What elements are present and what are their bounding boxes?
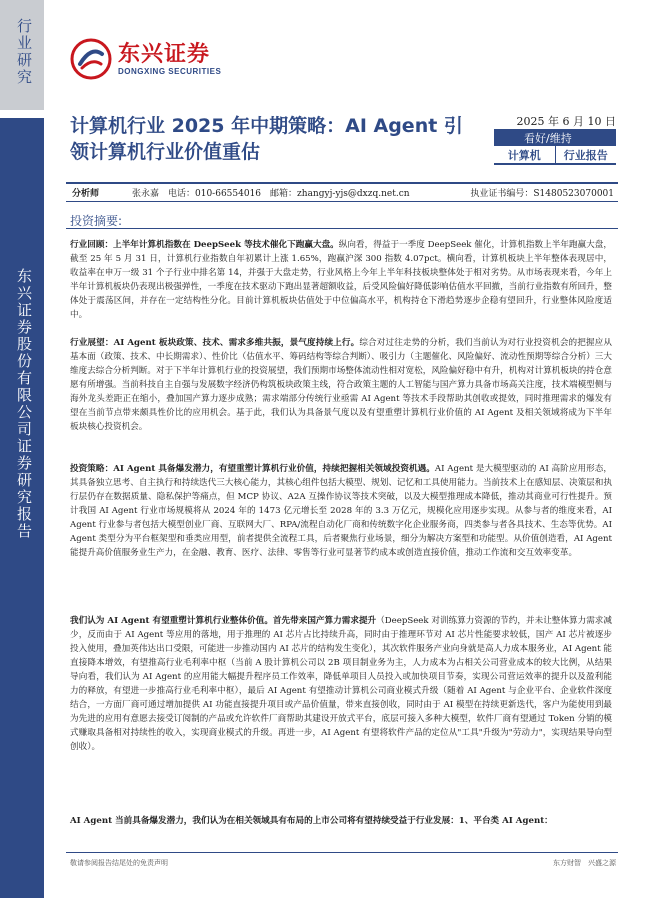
sidebar-top bbox=[0, 0, 44, 110]
summary-heading: 投资摘要: bbox=[70, 214, 123, 228]
company-logo bbox=[70, 38, 221, 80]
tag-industry: 计算机 bbox=[494, 146, 556, 163]
review-lead: 行业回顾：上半年计算机指数在 DeepSeek 等技术催化下跑赢大盘。 bbox=[70, 240, 339, 250]
beneficiaries-text: AI Agent 当前具备爆发潜力，我们认为在相关领域具有布局的上市公司将有望持续受益于行业发展：1、平台类 AI Agent： bbox=[70, 816, 553, 826]
tag-type: 行业报告 bbox=[563, 148, 608, 162]
logo-cn-text: 东兴证券 bbox=[118, 41, 211, 67]
sidebar-main bbox=[0, 118, 44, 898]
strategy-body: AI Agent 是大模型驱动的 AI 高阶应用形态，其具备独立思考、自主执行和持续迭代三大核心能力，其核心组件包括大模型、规划、记忆和工具使用能力。当前技术上在感知层、决策层和执行层仍存在数据质量、隐私保护等痛点，但 MCP 协议、A2A 互操作协议等技术突破，以及大模型推理成本降低，推动其商业可行性提升。预计我国 AI Agent 行业市场规模将从 2024 年的 1473 亿元增长至 2028 年的 3.3 万亿元，规模化应用逐步实现。从参与者的维度来看，AI Agent 行业参与者包括大模型创业厂商、互联网大厂、RPA/流程自动化厂商和传统数字化企业服务商，四类参与者各具技术、生态等优势。AI Agent 类型分为平台框架型和垂类应用型，前者提供全流程工具，后者聚焦行业场景，细分为解决方案型和功能型。从价值创造看，AI Agent 能提升高价值服务业生产力，在金融、教育、医疗、法律、零售等行业可显著节约成本或创造直接价值，推动工作流和交互效率变革。 bbox=[70, 464, 612, 558]
analyst-info: 张永嘉 电话：010-66554016 邮箱：zhangyj-yjs@dxzq.net.cn bbox=[132, 189, 410, 199]
rating-label: 看好/维持 bbox=[524, 131, 572, 145]
sidebar-top-label: 行业研究 bbox=[15, 18, 33, 86]
logo-en-text: DONGXING SECURITIES bbox=[118, 66, 222, 76]
report-tags bbox=[494, 146, 616, 165]
summary-divider bbox=[66, 228, 618, 229]
analyst-cert: 执业证书编号：S1480523070001 bbox=[470, 189, 614, 199]
paragraph-review bbox=[70, 238, 612, 322]
value-body: （DeepSeek 对训练算力资源的节约，并未让整体算力需求减少，反而由于 AI Agent 等应用的落地，用于推理的 AI 芯片占比持续升高，同时由于推理环节对 AI 芯片性能要求较低，国产 AI 芯片被逐步投入使用，叠加英伟达出口受限，可能进一步推动国内 AI 芯片的结构发生变化），其次软件服务产业向身就是高人力成本服务业，AI Agent 能直接降本增效，有望推高行业毛利率中枢（当前 A 股计算机公司以 2B 项目制业务为主，人力成本为占相关公司营业成本的较大比例，从结果导向看，我们认为 AI Agent 的应用能大幅提升程序员工作效率，降低单项目人员投入或加快项目节奏，实现公司营运效率的提升以及盈利能力的释放，有望进一步推高行业毛利率中枢），最后 AI Agent 有望推动计算机公司商业模式升级（随着 AI Agent 与企业平台、企业软件深度结合，一方面厂商可通过增加提供 AI 功能直接提升项目或产品价值量，带来直接创收，同时由于 AI 模型在持续更新迭代，客户为能使用到最为先进的应用有意愿去接受订阅制的产品或允许软件厂商帮助其建设开放式平台，底层可接入多种大模型，软件厂商有望通过 Token 分销的模式赚取具备相对持续性的收入，实现商业模式的升级。再进一步，AI Agent 有望将软件产品的定位从"工具"升级为"劳动力"，实现结果导向型创收）。 bbox=[70, 616, 613, 752]
outlook-body: 综合对过往走势的分析，我们当前认为对行业投资机会的把握应从基本面（政策、技术、中长期需求）、性价比（估值水平、筹码结构等综合判断）、吸引力（主题催化、风险偏好、流动性预期等综合分析）三大维度去综合分析判断。对于下半年计算机行业的投资展望，我们预期市场整体流动性相对宽松，风险偏好稳中有升，机构对计算机板块的持仓意愿有所增强。当前科技自主自强与发展数字经济仍构筑板块政策主线，符合政策主题的人工智能与国产算力具备市场高关注度，技术端模型侧与海外龙头差距正在缩小，叠加国产算力逐步成熟；需求端部分传统行业亟需 AI Agent 等技术手段帮助其创收或提效，同时推理需求的爆发有望在当前节点带来颇具性价比的应用机会。基于此，我们认为具备景气度以及有望重塑计算机行业价值的 AI Agent 及相关领域将成为下半年板块核心投资机会。 bbox=[70, 338, 612, 432]
sidebar-main-label: 东兴证券股份有限公司证券研究报告 bbox=[15, 268, 33, 540]
outlook-lead: 行业展望：AI Agent 板块政策、技术、需求多维共振，景气度持续上行。 bbox=[70, 338, 360, 348]
dongxing-logo-icon bbox=[70, 38, 112, 80]
footer-slogan: 东方财智 兴盛之源 bbox=[553, 859, 616, 867]
paragraph-strategy bbox=[70, 462, 612, 560]
value-lead: 我们认为 AI Agent 有望重塑计算机行业整体价值。首先带来国产算力需求提升 bbox=[70, 616, 377, 626]
review-body: 纵向看，得益于一季度 DeepSeek 催化，计算机指数上半年跑赢大盘，截至 25 年 5 月 31 日，计算机行业指数自年初累计上涨 1.65%，跑赢沪深 300 指数 4.07pct。横向看，计算机板块上半年整体表现居中，收益率在申万一级 31 个子行业中排名第 14，并强于大盘走势，行业风格上今年上半年科技板块整体处于相对劣势。从市场表现来看，今年上半年计算机板块仍表现出极强弹性，一季度在技术驱动下跑出显著超额收益，后受风险偏好降低影响估值水平回撤，当前行业指数有所回升，整体处于震荡区间，并存在一定结构性分化。目前计算机板块估值处于中位偏高水平，机构持仓下滑趋势逐步企稳有望回升，行业整体风险度适中。 bbox=[70, 240, 612, 320]
footer-divider bbox=[66, 852, 618, 853]
paragraph-outlook bbox=[70, 336, 612, 434]
paragraph-beneficiaries bbox=[70, 814, 612, 828]
paragraph-value bbox=[70, 614, 612, 754]
analyst-bar bbox=[66, 182, 618, 202]
report-title: 计算机行业 2025 年中期策略：AI Agent 引领计算机行业价值重估 bbox=[70, 115, 463, 163]
report-date: 2025 年 6 月 10 日 bbox=[516, 115, 616, 128]
footer-disclaimer: 敬请参阅报告结尾处的免责声明 bbox=[70, 859, 168, 867]
strategy-lead: 投资策略：AI Agent 具备爆发潜力，有望重塑计算机行业价值，持续把握相关领域投资机遇。 bbox=[70, 464, 435, 474]
rating-badge bbox=[494, 129, 616, 146]
analyst-label: 分析师 bbox=[72, 189, 100, 199]
